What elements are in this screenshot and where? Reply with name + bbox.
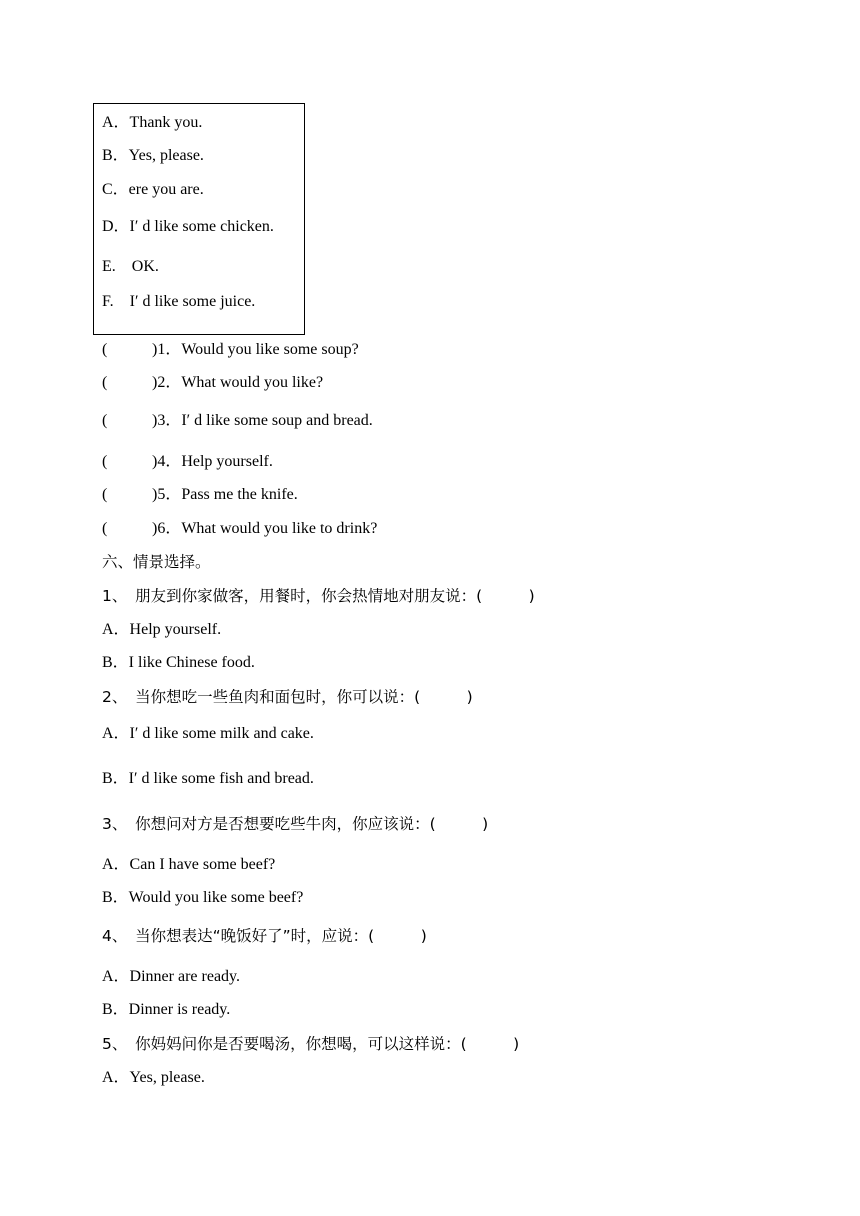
question-2-option-b: B．I′ d like some fish and bread. bbox=[102, 770, 314, 787]
question-2-option-a: A．I′ d like some milk and cake. bbox=[102, 725, 314, 742]
question-3-option-a: A．Can I have some beef? bbox=[102, 856, 276, 873]
matching-item-6: )6．What would you like to drink? bbox=[152, 520, 378, 537]
question-5-stem: 5、 你妈妈问你是否要喝汤，你想喝，可以这样说：( ) bbox=[102, 1035, 520, 1053]
question-3-stem: 3、 你想问对方是否想要吃些牛肉，你应该说：( ) bbox=[102, 815, 489, 833]
box-option-f: F. I′ d like some juice. bbox=[102, 293, 256, 310]
question-1-option-a: A．Help yourself. bbox=[102, 621, 222, 638]
answer-blank-open: ( bbox=[102, 374, 108, 391]
matching-item-5: )5．Pass me the knife. bbox=[152, 486, 298, 503]
answer-blank-open: ( bbox=[102, 341, 108, 358]
question-3-option-b: B．Would you like some beef? bbox=[102, 889, 304, 906]
matching-item-1: )1．Would you like some soup? bbox=[152, 341, 359, 358]
question-1-stem: 1、 朋友到你家做客，用餐时，你会热情地对朋友说：( ) bbox=[102, 587, 535, 605]
answer-blank-open: ( bbox=[102, 412, 108, 429]
matching-item-2: )2．What would you like? bbox=[152, 374, 324, 391]
matching-item-3: )3．I′ d like some soup and bread. bbox=[152, 412, 373, 429]
box-option-b: B．Yes, please. bbox=[102, 147, 204, 164]
matching-item-4: )4．Help yourself. bbox=[152, 453, 273, 470]
box-option-a: A．Thank you. bbox=[102, 114, 203, 131]
box-option-c: C．ere you are. bbox=[102, 181, 204, 198]
answer-blank-open: ( bbox=[102, 486, 108, 503]
question-4-option-a: A．Dinner are ready. bbox=[102, 968, 241, 985]
question-1-option-b: B．I like Chinese food. bbox=[102, 654, 255, 671]
question-2-stem: 2、 当你想吃一些鱼肉和面包时，你可以说：( ) bbox=[102, 688, 473, 706]
box-option-d: D．I′ d like some chicken. bbox=[102, 218, 274, 235]
question-4-option-b: B．Dinner is ready. bbox=[102, 1001, 231, 1018]
section-title: 六、情景选择。 bbox=[102, 553, 211, 571]
answer-blank-open: ( bbox=[102, 453, 108, 470]
question-4-stem: 4、 当你想表达“晚饭好了”时，应说：( ) bbox=[102, 927, 427, 945]
question-5-option-a: A．Yes, please. bbox=[102, 1069, 205, 1086]
box-option-e: E. OK. bbox=[102, 258, 159, 275]
answer-blank-open: ( bbox=[102, 520, 108, 537]
